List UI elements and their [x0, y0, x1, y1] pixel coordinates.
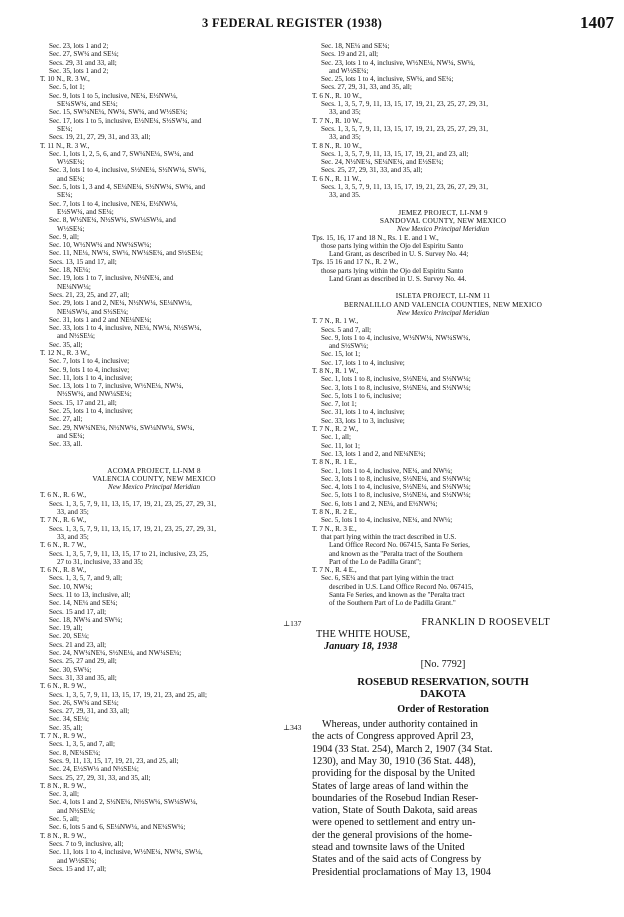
land-entry-line: 33, and 35;	[329, 133, 361, 142]
land-entry-line: Santa Fe Series, and known as the "Peralta tract	[329, 591, 465, 599]
land-entry-line: N½SW¼, and NW¼SE¼;	[57, 390, 132, 399]
township-line: T. 7 N., R. 2 W.,	[312, 425, 359, 434]
land-entry-line: Sec. 35, lots 1 and 2;	[49, 66, 109, 75]
isleta-project-title: ISLETA PROJECT, LI-NM 11	[395, 292, 491, 301]
land-entry-line: Part of the Lo de Padilla Grant";	[329, 557, 421, 566]
township-line: T. 6 N., R. 8 W.,	[40, 566, 87, 575]
land-entry-line: Sec. 17, lots 1 to 5, inclusive, E½NE¼, S½SW¼, and	[49, 116, 202, 125]
body-paragraph	[312, 719, 574, 879]
land-entry-line: Sec. 26, SW¼ and SE¼;	[49, 698, 119, 707]
land-entry-line: Sec. 3, lots 1 to 8, inclusive, S½NE¼, and S½NW¼;	[321, 383, 471, 392]
land-entry-line: SE¼;	[57, 191, 73, 200]
signing-date: January 18, 1938	[324, 641, 398, 653]
land-entry-line: Secs. 25, 27, 29, 31, 33, and 35, all;	[321, 166, 423, 175]
jemez-project-meridian: New Mexico Principal Meridian	[396, 225, 489, 234]
land-entry-line: Sec. 3, lots 1 to 4, inclusive, S½NE¼, S½NW¼, SW¼,	[49, 166, 207, 175]
land-list-group	[40, 42, 268, 449]
land-entry-line: Secs. 11 to 13, inclusive, all;	[49, 591, 131, 599]
running-title: 3 FEDERAL REGISTER (1938)	[202, 16, 383, 30]
land-entry-line: Sec. 5, lot 1;	[49, 83, 85, 92]
land-entry-line: Sec. 13, lots 1 to 7, inclusive, W½NE¼, NW¼,	[49, 382, 184, 391]
land-entry-line: Secs. 25, 27, 29, 31, 33, and 35, all;	[49, 773, 151, 782]
land-entry-line: 33, and 35;	[57, 532, 89, 541]
left-column	[40, 42, 268, 873]
body-text-line: Whereas, under authority contained in	[322, 719, 478, 731]
document-number: [No. 7792]	[420, 659, 466, 671]
land-entry-line: Secs. 21 and 23, all;	[49, 640, 107, 649]
land-entry-line: Secs. 21, 23, 25, and 27, all;	[49, 290, 130, 299]
land-entry-line: Sec. 33, all.	[49, 440, 83, 449]
land-entry-line: Sec. 18, NW¼ and SW¼;	[49, 615, 123, 624]
land-entry-line: Secs. 1, 3, 5, 7, 9, 11, 13, 15, 17, 19, 21, 23, 26, 27, 29, 31,	[321, 183, 489, 192]
land-entry-line: Sec. 24, N½NE¼, SE¼NE¼, and E½SE¼;	[321, 158, 444, 167]
land-entry-line: Sec. 30, SW¼;	[49, 665, 92, 674]
land-entry-line: Sec. 5, lots 1 to 4, inclusive, NE¼, and NW¼;	[321, 516, 453, 525]
body-text-line: boundaries of the Rosebud Indian Reser-	[312, 792, 479, 804]
margin-note-text: 137	[290, 619, 302, 628]
land-entry-line: Secs. 25, 27 and 29, all;	[49, 657, 117, 666]
township-line: T. 7 N., R. 1 W.,	[312, 317, 359, 326]
isleta-project-county: BERNALILLO AND VALENCIA COUNTIES, NEW MEXICO	[343, 300, 543, 309]
land-entry-line: Sec. 19, all;	[49, 624, 83, 633]
land-entry-line: those parts lying within the Ojo del Espiritu Santo	[321, 241, 464, 250]
land-list-group	[312, 42, 574, 200]
land-entry-line: Land Office Record No. 067415, Santa Fe Series,	[329, 541, 470, 550]
land-entry-line: Secs. 1, 3, 5, and 7, all;	[49, 740, 116, 749]
land-entry-line: Sec. 9, lots 1 to 5, inclusive, NE¼, E½NW¼,	[49, 91, 178, 100]
body-text-line: stead and townsite laws of the United	[312, 842, 465, 854]
body-text-line: vation, State of South Dakota, said areas	[312, 805, 478, 817]
body-text-line: States and of the said acts of Congress by	[312, 854, 482, 866]
land-entry-line: 27 to 31, inclusive, 33 and 35;	[57, 557, 143, 566]
land-entry-line: Sec. 10, W½NW¼ and NW¼SW¼;	[49, 241, 152, 250]
township-line: T. 8 N., R. 9 W.,	[40, 831, 87, 840]
land-entry-line: Secs. 19, 21, 27, 29, 31, and 33, all;	[49, 133, 151, 142]
land-entry-line: Sec. 8, NE¼SE¼;	[49, 748, 101, 757]
land-entry-line: Sec. 6, SE¼ and that part lying within the tract	[321, 574, 454, 583]
land-entry-line: Secs. 29, 31 and 33, all;	[49, 58, 117, 67]
margin-note	[283, 619, 301, 628]
margin-note	[283, 723, 301, 732]
land-entry-line: Sec. 3, all;	[49, 790, 79, 799]
land-entry-line: and N½SE¼;	[57, 806, 96, 815]
land-entry-line: of the Southern Part of Lo de Padilla Grant."	[329, 599, 456, 608]
land-entry-line: Secs. 15 and 17, all;	[49, 607, 107, 616]
township-line: T. 7 N., R. 9 W.,	[40, 732, 87, 741]
land-entry-line: NE¼SW¼, and S½SE¼;	[57, 307, 129, 316]
land-entry-line: Sec. 4, lots 1 and 2, S½NE¼, N½SW¼, SW¼SW¼,	[49, 798, 198, 807]
land-entry-line: Sec. 27, SW¼ and SE¼;	[49, 50, 119, 59]
township-line: T. 11 N., R. 3 W.,	[40, 141, 90, 150]
land-entry-line: Secs. 13, 15 and 17, all;	[49, 257, 117, 266]
township-line: T. 6 N., R. 9 W.,	[40, 682, 87, 691]
land-entry-line: Secs. 15 and 17, all;	[49, 864, 107, 873]
land-entry-line: Sec. 35, all;	[49, 723, 83, 732]
land-entry-line: Sec. 18, NE¼;	[49, 266, 91, 275]
body-text-line: 1230), and May 30, 1910 (36 Stat. 448),	[312, 755, 476, 767]
land-entry-line: Sec. 19, lots 1 to 7, inclusive, N½NE¼, and	[49, 274, 174, 283]
township-line: T. 8 N., R. 1 W.,	[312, 366, 359, 375]
land-entry-line: and W½SE¼;	[57, 856, 97, 865]
land-entry-line: Sec. 24, NW¼NE¼, S½NE¼, and NW¼SE¼;	[49, 649, 182, 658]
body-text-line: the acts of Congress approved April 23,	[312, 731, 474, 743]
margin-dagger-icon: ⊥	[283, 619, 291, 628]
page-header	[56, 13, 614, 38]
land-entry-line: Sec. 29, NW¼NE¼, N½NW¼, SW¼NW¼, SW¼,	[49, 423, 195, 432]
land-entry-line: Sec. 35, all;	[49, 340, 83, 349]
section-heading-line: ROSEBUD RESERVATION, SOUTH	[357, 676, 529, 688]
land-entry-line: Sec. 1, all;	[321, 433, 351, 442]
township-line: T. 8 N., R. 1 E.,	[312, 458, 357, 467]
township-line: Tps. 15 16 and 17 N., R. 2 W.,	[312, 258, 399, 267]
body-text-line: providing for the disposal by the United	[312, 768, 475, 780]
land-entry-line: described in U.S. Land Office Record No. 067415,	[329, 582, 474, 591]
signature: FRANKLIN D ROOSEVELT	[421, 616, 550, 628]
land-entry-line: Sec. 24, E½SW¼ and N½SE¼;	[49, 765, 139, 774]
land-entry-line: Secs. 5 and 7, all;	[321, 325, 372, 334]
jemez-project-title: JEMEZ PROJECT, LI-NM 9	[398, 208, 488, 217]
land-entry-line: Sec. 8, W½NE¼, N½SW¼, SW¼SW¼, and	[49, 216, 176, 225]
land-entry-line: 33, and 35;	[57, 508, 89, 517]
land-entry-line: Sec. 15, lot 1;	[321, 350, 361, 359]
land-entry-line: Sec. 9, lots 1 to 4, inclusive, W½NW¼, NW¼SW¼,	[321, 333, 471, 342]
land-entry-line: Sec. 7, lots 1 to 4, inclusive, NE¼, E½NW¼,	[49, 199, 178, 208]
township-line: T. 8 N., R. 9 W.,	[40, 781, 87, 790]
land-list-group	[312, 234, 574, 284]
land-entry-line: Secs. 1, 3, 5, 7, and 9, all;	[49, 574, 123, 583]
land-entry-line: Sec. 23, lots 1 and 2;	[49, 42, 109, 50]
acoma-project-county: VALENCIA COUNTY, NEW MEXICO	[92, 474, 216, 483]
land-entry-line: Land Grant, as described in U. S. Survey No. 44;	[329, 250, 469, 259]
township-line: T. 10 N., R. 3 W.,	[40, 75, 90, 84]
township-line: T. 6 N., R. 11 W.,	[312, 174, 362, 183]
land-entry-line: Sec. 13, lots 1 and 2, and NE¼NE¼;	[321, 449, 426, 458]
township-line: T. 8 N., R. 2 E.,	[312, 508, 357, 517]
land-entry-line: Sec. 1, lots 1, 2, 5, 6, and 7, SW¼NE¼, SW¼, and	[49, 149, 194, 158]
land-entry-line: Sec. 1, lots 1 to 8, inclusive, S½NE¼, and S½NW¼;	[321, 375, 471, 384]
land-entry-line: and W½SE¼;	[329, 66, 369, 75]
land-entry-line: Sec. 4, lots 1 to 4, inclusive, S½NE¼, and S½NW¼;	[321, 483, 471, 492]
land-entry-line: 33, and 35.	[329, 191, 361, 200]
land-entry-line: Sec. 11, NE¼, NW¼, SW¼, NW¼SE¼, and S½SE¼;	[49, 249, 203, 258]
page-number: 1407	[580, 13, 614, 32]
township-line: T. 8 N., R. 10 W.,	[312, 141, 362, 150]
township-line: T. 7 N., R. 3 E.,	[312, 524, 357, 533]
land-entry-line: Secs. 1, 3, 5, 7, 9, 11, 13, 15, 17, 19, 21, 23, 25, 27, 29, 31,	[49, 524, 217, 533]
acoma-project-title: ACOMA PROJECT, LI-NM 8	[107, 466, 201, 475]
land-entry-line: Secs. 1, 3, 5, 7, 9, 11, 13, 15, 17, 19, 21, 23, 25, 27, 29, 31,	[321, 100, 489, 109]
land-entry-line: Secs. 27, 29, 31, and 33, all;	[49, 707, 130, 716]
land-entry-line: Sec. 9, lots 1 to 4, inclusive;	[49, 365, 130, 374]
land-entry-line: that part lying within the tract described in U.S.	[321, 532, 457, 541]
land-entry-line: and known as the "Peralta tract of the Southern	[329, 549, 463, 558]
land-entry-line: Sec. 34, SE¼;	[49, 715, 89, 724]
land-entry-line: Sec. 1, lots 1 to 4, inclusive, NE¼, and NW¼;	[321, 466, 453, 475]
land-entry-line: Sec. 27, all;	[49, 415, 83, 424]
body-text-line: 1904 (33 Stat. 254), March 2, 1907 (34 Stat.	[312, 743, 493, 755]
jemez-project-county: SANDOVAL COUNTY, NEW MEXICO	[379, 216, 507, 225]
land-entry-line: Secs. 7 to 9, inclusive, all;	[49, 839, 124, 848]
land-entry-line: those parts lying within the Ojo del Espiritu Santo	[321, 266, 464, 275]
right-column	[312, 42, 574, 879]
section-subheading: Order of Restoration	[397, 703, 489, 715]
land-list-group	[312, 317, 574, 607]
land-entry-line: and SE¼;	[57, 174, 85, 183]
land-entry-line: Sec. 33, lots 1 to 4, inclusive, NE¼, NW¼, N½SW¼,	[49, 324, 202, 333]
land-entry-line: Sec. 31, lots 1 to 4, inclusive;	[321, 408, 405, 417]
land-entry-line: Sec. 31, lots 1 and 2 and NE¼NE¼;	[49, 315, 152, 324]
land-entry-line: W½SE¼;	[57, 224, 85, 233]
land-entry-line: Secs. 1, 3, 5, 7, 9, 11, 13, 15, 17, 19, 21, 23, 25, 27, 29, 31,	[49, 499, 217, 508]
land-entry-line: Secs. 1, 3, 5, 7, 9, 11, 13, 15, 17 to 21, inclusive, 23, 25,	[49, 549, 209, 558]
land-entry-line: Sec. 9, all;	[49, 232, 79, 241]
land-list-group	[40, 491, 268, 873]
land-entry-line: Sec. 20, SE¼;	[49, 632, 89, 641]
margin-dagger-icon: ⊥	[283, 723, 291, 732]
isleta-project-meridian: New Mexico Principal Meridian	[396, 308, 489, 317]
land-entry-line: Sec. 17, lots 1 to 4, inclusive;	[321, 358, 405, 367]
body-text-line: States of large areas of land within the	[312, 780, 469, 792]
land-entry-line: Secs. 1, 3, 5, 7, 9, 11, 13, 15, 17, 19, 21, 23, and 25, all;	[49, 690, 207, 699]
land-entry-line: Sec. 5, lots 1, 3 and 4, SE¼NE¼, S½NW¼, SW¼, and	[49, 183, 206, 192]
land-entry-line: Sec. 23, lots 1 to 4, inclusive, W½NE¼, NW¼, SW¼,	[321, 58, 475, 67]
land-entry-line: W½SE¼;	[57, 158, 85, 167]
land-entry-line: Sec. 5, all;	[49, 815, 79, 824]
body-text-line: der the general provisions of the home-	[312, 829, 473, 841]
land-entry-line: Sec. 3, lots 1 to 8, inclusive, S½NE¼, and S½NW¼;	[321, 474, 471, 483]
section-heading-line: DAKOTA	[420, 689, 466, 701]
land-entry-line: Sec. 25, lots 1 to 4, inclusive, SW¼, and SE¼;	[321, 75, 454, 84]
land-entry-line: SE¼SW¼, and SE¼;	[57, 100, 118, 109]
township-line: Tps. 15, 16, 17 and 18 N., Rs. 1 E. and 1 W.,	[312, 233, 439, 242]
township-line: T. 6 N., R. 6 W.,	[40, 491, 87, 500]
land-entry-line: Sec. 11, lots 1 to 4, inclusive, W½NE¼, NW¼, SW¼,	[49, 848, 203, 857]
township-line: T. 7 N., R. 4 E.,	[312, 566, 357, 575]
land-entry-line: Sec. 6, lots 5 and 6, SE¼NW¼, and NE¼SW¼;	[49, 823, 186, 832]
land-entry-line: and S½SW¼;	[329, 342, 369, 351]
land-entry-line: Sec. 5, lots 1 to 8, inclusive, S½NE¼, and S½NW¼;	[321, 491, 471, 500]
land-entry-line: Secs. 31, 33 and 35, all;	[49, 673, 117, 682]
land-entry-line: Secs. 1, 3, 5, 7, 9, 11, 13, 15, 17, 19, 21, 23, 25, 27, 29, 31,	[321, 124, 489, 133]
land-entry-line: Sec. 14, NE¼ and SE¼;	[49, 599, 118, 608]
land-entry-line: Sec. 5, lots 1 to 6, inclusive;	[321, 391, 402, 400]
township-line: T. 12 N., R. 3 W.,	[40, 348, 90, 357]
section-heading	[312, 677, 574, 702]
land-entry-line: Secs. 9, 11, 13, 15, 17, 19, 21, 23, and 25, all;	[49, 756, 179, 765]
land-entry-line: Land Grant as described in U. S. Survey No. 44.	[329, 275, 467, 284]
land-entry-line: SE¼;	[57, 124, 73, 133]
land-entry-line: NE¼NW¼;	[57, 282, 91, 291]
signing-place: THE WHITE HOUSE,	[316, 628, 411, 640]
township-line: T. 7 N., R. 6 W.,	[40, 516, 87, 525]
land-entry-line: Secs. 1, 3, 5, 7, 9, 11, 13, 15, 17, 19, 21, and 23, all;	[321, 149, 469, 158]
land-entry-line: Secs. 15, 17 and 21, all;	[49, 398, 117, 407]
land-entry-line: Sec. 10, NW¼;	[49, 582, 93, 591]
body-text-line: were opened to settlement and entry un-	[312, 817, 476, 829]
land-entry-line: Sec. 6, lots 1 and 2, NE¼, and E½NW¼;	[321, 499, 438, 508]
township-line: T. 6 N., R. 7 W.,	[40, 541, 87, 550]
land-entry-line: Sec. 15, SW¼NE¼, NW¼, SW¼, and W½SE¼;	[49, 108, 188, 117]
margin-note-text: 343	[290, 723, 302, 732]
land-entry-line: Sec. 29, lots 1 and 2, NE¼, N½NW¼, SE¼NW¼,	[49, 299, 192, 308]
land-entry-line: Sec. 33, lots 1 to 3, inclusive;	[321, 416, 405, 425]
land-entry-line: Sec. 18, NE¼ and SE¼;	[321, 42, 390, 50]
township-line: T. 6 N., R. 10 W.,	[312, 91, 362, 100]
land-entry-line: Sec. 11, lots 1 to 4, inclusive;	[49, 373, 133, 382]
land-entry-line: E½SW¼, and SE¼;	[57, 207, 114, 216]
land-entry-line: and N½SE¼;	[57, 332, 96, 341]
land-entry-line: Sec. 7, lot 1;	[321, 400, 357, 409]
land-entry-line: Sec. 11, lot 1;	[321, 441, 360, 450]
land-entry-line: Sec. 7, lots 1 to 4, inclusive;	[49, 357, 130, 366]
land-entry-line: 33, and 35;	[329, 108, 361, 117]
body-text-line: Presidential proclamations of May 13, 1904	[312, 866, 491, 878]
township-line: T. 7 N., R. 10 W.,	[312, 116, 362, 125]
acoma-project-meridian: New Mexico Principal Meridian	[107, 483, 200, 492]
land-entry-line: and SE¼;	[57, 431, 85, 440]
land-entry-line: Secs. 19 and 21, all;	[321, 50, 379, 59]
land-entry-line: Sec. 25, lots 1 to 4, inclusive;	[49, 407, 133, 416]
land-entry-line: Secs. 27, 29, 31, 33, and 35, all;	[321, 83, 412, 92]
